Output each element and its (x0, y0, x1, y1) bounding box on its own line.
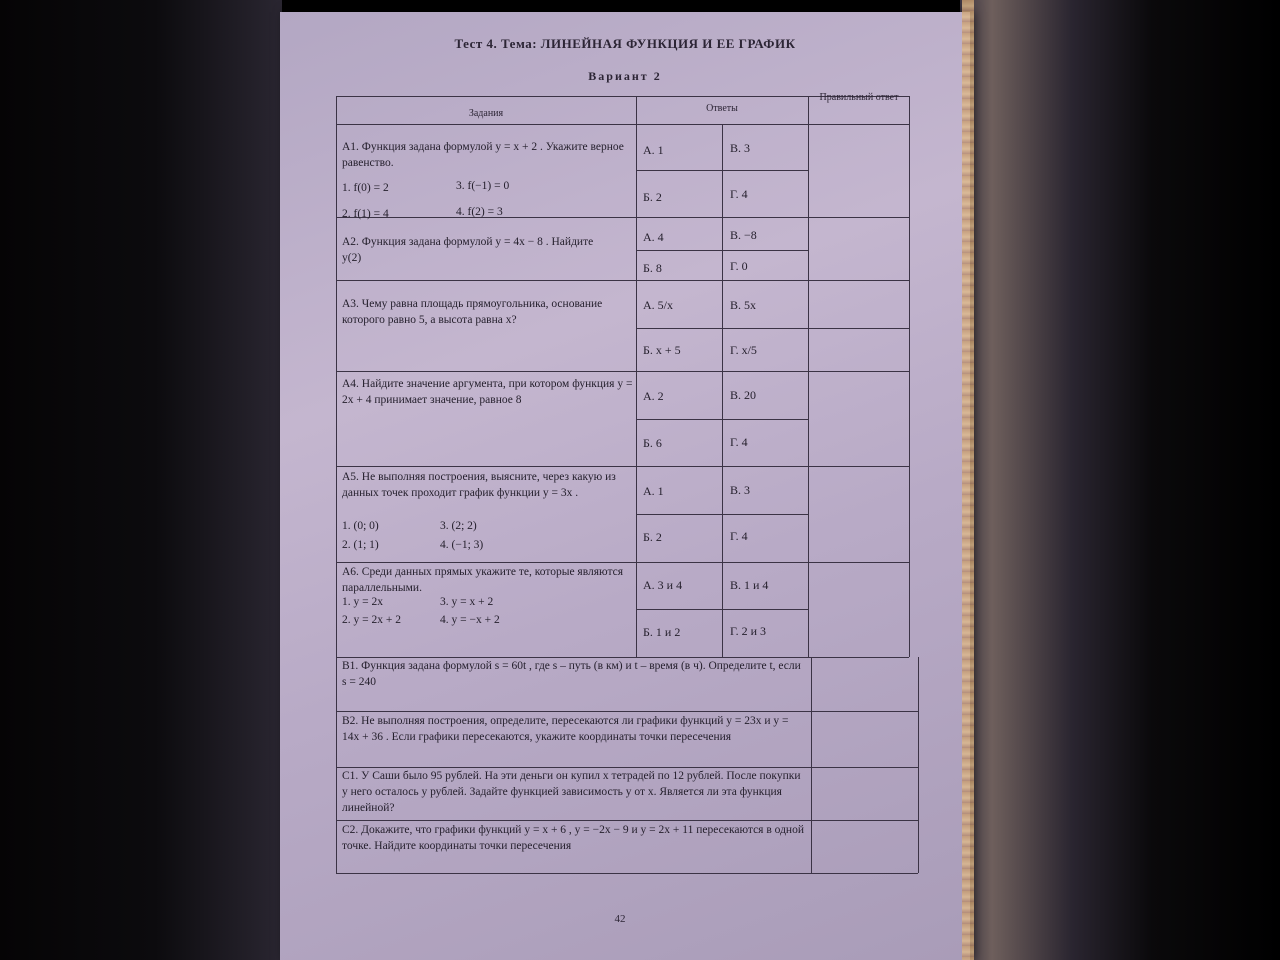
task-a1-option-1: 1. f(0) = 2 (342, 182, 389, 194)
task-a5-option-3: 3. (2; 2) (440, 520, 477, 532)
answer-a4-a: А. 2 (643, 389, 664, 403)
answer-a2-a: А. 4 (643, 230, 664, 244)
task-a1-text: А1. Функция задана формулой y = x + 2 . Укажите верное равенство. (342, 141, 624, 169)
task-a6-option-4: 4. y = −x + 2 (440, 614, 500, 626)
task-a6-option-1: 1. y = 2x (342, 596, 383, 608)
answer-a3-a: А. 5/x (643, 298, 673, 312)
paper-edge (962, 0, 974, 960)
answer-a1-b: Б. 2 (643, 190, 662, 204)
answer-a5-v: В. 3 (730, 483, 751, 497)
task-a4-text: А4. Найдите значение аргумента, при котором функция y = 2x + 4 принимает значение, равное 8 (342, 378, 633, 406)
grid-line (918, 657, 919, 873)
table-surface-left (0, 0, 282, 960)
grid-line (909, 96, 910, 657)
task-a5-option-1: 1. (0; 0) (342, 520, 379, 532)
task-a3-text: А3. Чему равна площадь прямоугольника, основание которого равно 5, а высота равна x? (342, 298, 603, 326)
answer-a6-a: А. 3 и 4 (643, 578, 683, 592)
task-a6-option-2: 2. y = 2x + 2 (342, 614, 401, 626)
task-a1-option-2: 2. f(1) = 4 (342, 208, 389, 220)
task-a5-option-2: 2. (1; 1) (342, 539, 379, 551)
answer-a3-v: В. 5x (730, 298, 757, 312)
page-title: Тест 4. Тема: ЛИНЕЙНАЯ ФУНКЦИЯ И ЕЕ ГРАФИК (454, 36, 796, 51)
column-header-tasks: Задания (468, 108, 504, 119)
task-a6-option-3: 3. y = x + 2 (440, 596, 494, 608)
grid-line (336, 466, 909, 467)
answer-a2-b: Б. 8 (643, 261, 662, 275)
task-b2-text: В2. Не выполняя построения, определите, пересекаются ли графики функций y = 23x и y = 14x + 36 . Если графики пересекаются, укажите координаты точки пересечения (342, 715, 789, 743)
column-header-correct: Правильный ответ (819, 92, 899, 103)
task-c2-text: С2. Докажите, что графики функций y = x + 6 , y = −2x − 9 и y = 2x + 11 пересекаются в одной точке. Найдите координаты точки пересечения (342, 824, 804, 852)
answer-a1-g: Г. 4 (730, 187, 748, 201)
answer-a6-g: Г. 2 и 3 (730, 624, 767, 638)
answer-a5-a: А. 1 (643, 484, 664, 498)
page-number: 42 (614, 913, 626, 925)
task-c1-text: С1. У Саши было 95 рублей. На эти деньги он купил x тетрадей по 12 рублей. После покупки у него осталось y рублей. Задайте функцией зависимость y от x. Является ли эта функция линейной? (342, 770, 801, 814)
answer-a2-g: Г. 0 (730, 259, 748, 273)
grid-line (336, 280, 909, 281)
task-b1-text: В1. Функция задана формулой s = 60t , где s – путь (в км) и t – время (в ч). Определите t, если s = 240 (342, 660, 801, 688)
grid-line (636, 328, 909, 329)
column-header-answers: Ответы (706, 103, 738, 114)
answer-a5-b: Б. 2 (643, 530, 662, 544)
answer-a4-v: В. 20 (730, 388, 757, 402)
answer-a3-b: Б. x + 5 (643, 343, 681, 357)
grid-line (336, 873, 918, 874)
grid-line (336, 96, 337, 873)
task-a5-text: А5. Не выполняя построения, выясните, через какую из данных точек проходит график функции y = 3x . (342, 471, 616, 499)
grid-line (336, 371, 909, 372)
answer-a4-g: Г. 4 (730, 435, 748, 449)
grid-line (636, 96, 637, 657)
answer-a3-g: Г. x/5 (730, 343, 757, 357)
answer-a4-b: Б. 6 (643, 436, 662, 450)
variant-label: Вариант 2 (588, 69, 662, 83)
answer-a1-a: А. 1 (643, 143, 664, 157)
grid-line (336, 124, 909, 125)
grid-line (808, 96, 809, 657)
task-a1-option-3: 3. f(−1) = 0 (456, 180, 510, 192)
task-a5-option-4: 4. (−1; 3) (440, 539, 484, 551)
task-a6-text: А6. Среди данных прямых укажите те, которые являются параллельными. (342, 566, 624, 594)
answer-a5-g: Г. 4 (730, 529, 748, 543)
answer-a6-v: В. 1 и 4 (730, 578, 769, 592)
task-a2-text: А2. Функция задана формулой y = 4x − 8 . Найдите y(2) (342, 236, 594, 264)
answer-a2-v: В. −8 (730, 228, 757, 242)
grid-line (722, 124, 723, 657)
grid-line (336, 711, 918, 712)
grid-line (336, 562, 909, 563)
table-surface-right (960, 0, 1280, 960)
grid-line (336, 217, 909, 218)
task-a1-option-4: 4. f(2) = 3 (456, 206, 503, 218)
grid-line (336, 820, 918, 821)
answer-a6-b: Б. 1 и 2 (643, 625, 681, 639)
answer-a1-v: В. 3 (730, 141, 751, 155)
